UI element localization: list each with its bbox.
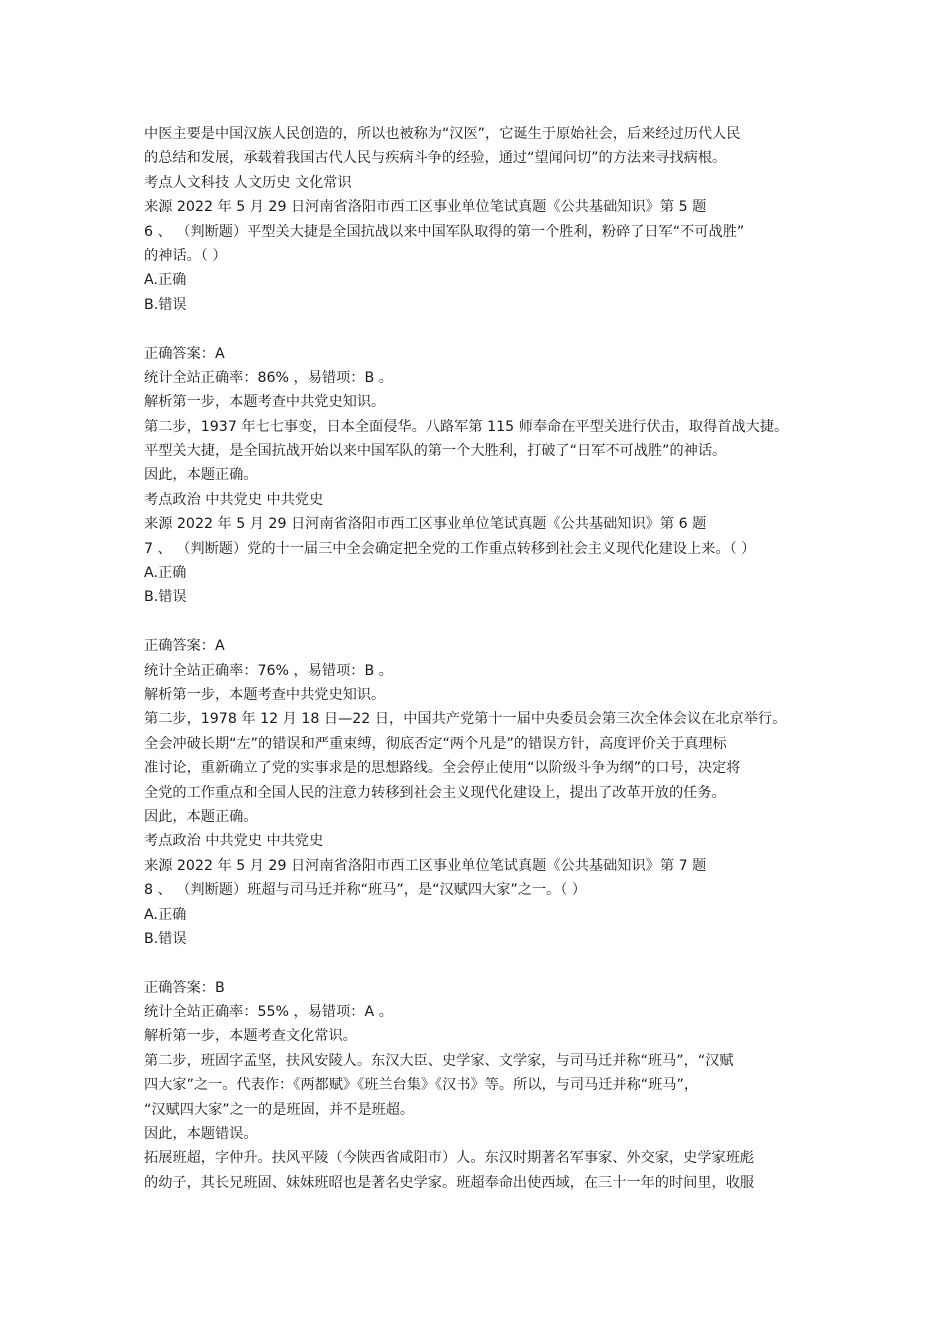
correct-answer: 正确答案：B	[144, 979, 225, 996]
topic-line: 考点政治 中共党史 中共党史	[144, 833, 324, 850]
analysis-text: 全会冲破长期“左”的错误和严重束缚，彻底否定“两个凡是”的错误方针，高度评价关于真理标	[144, 735, 727, 752]
option-b: B.错误	[144, 589, 187, 606]
source-line: 来源 2022 年 5 月 29 日河南省洛阳市西工区事业单位笔试真题《公共基础知识》第 5 题	[144, 199, 707, 216]
option-b: B.错误	[144, 930, 187, 947]
document-page	[144, 122, 812, 1195]
topic-line: 考点人文科技 人文历史 文化常识	[144, 174, 352, 191]
analysis-text: 平型关大捷，是全国抗战开始以来中国军队的第一个大胜利，打破了“日军不可战胜”的神话。	[144, 443, 727, 460]
analysis-step-2: 第二步，1978 年 12 月 18 日—22 日，中国共产党第十一届中央委员会第三次全体会议在北京举行。	[144, 711, 787, 728]
correct-answer: 正确答案：A	[144, 345, 225, 362]
analysis-step-2: 第二步，班固字孟坚，扶风安陵人。东汉大臣、史学家、文学家，与司马迁并称“班马”，“汉赋	[144, 1052, 734, 1069]
analysis-step-1: 解析第一步，本题考查中共党史知识。	[144, 394, 386, 411]
analysis-text: “汉赋四大家”之一的是班固，并不是班超。	[144, 1101, 415, 1118]
blank-line	[144, 610, 812, 634]
question-7-stem: 7 、 （判断题）党的十一届三中全会确定把全党的工作重点转移到社会主义现代化建设上来。（ ）	[144, 540, 756, 557]
analysis-step-2: 第二步，1937 年七七事变，日本全面侵华。八路军第 115 师奉命在平型关进行伏击，取得首战大捷。	[144, 418, 789, 435]
source-line: 来源 2022 年 5 月 29 日河南省洛阳市西工区事业单位笔试真题《公共基础知识》第 7 题	[144, 857, 707, 874]
analysis-text: 全党的工作重点和全国人民的注意力转移到社会主义现代化建设上，提出了改革开放的任务。	[144, 784, 726, 801]
text-line: 的总结和发展，承载着我国古代人民与疾病斗争的经验，通过“望闻问切”的方法来寻找病根。	[144, 150, 727, 167]
question-8-stem: 8 、 （判断题）班超与司马迁并称“班马”，是“汉赋四大家”之一。（ ）	[144, 882, 587, 899]
question-6-stem-cont: 的神话。（ ）	[144, 247, 227, 264]
option-a: A.正确	[144, 272, 187, 289]
accuracy-stats: 统计全站正确率：55% ，易错项：A 。	[144, 1004, 393, 1021]
conclusion: 因此，本题正确。	[144, 808, 258, 825]
option-a: A.正确	[144, 906, 187, 923]
analysis-step-1: 解析第一步，本题考查文化常识。	[144, 1028, 357, 1045]
analysis-text: 四大家”之一。代表作：《两都赋》《班兰台集》《汉书》等。所以，与司马迁并称“班马”，	[144, 1077, 699, 1094]
source-line: 来源 2022 年 5 月 29 日河南省洛阳市西工区事业单位笔试真题《公共基础知识》第 6 题	[144, 516, 707, 533]
conclusion: 因此，本题错误。	[144, 1126, 258, 1143]
blank-line	[144, 317, 812, 341]
topic-line: 考点政治 中共党史 中共党史	[144, 491, 324, 508]
accuracy-stats: 统计全站正确率：76% ，易错项：B 。	[144, 662, 393, 679]
question-6-stem: 6 、 （判断题）平型关大捷是全国抗战以来中国军队取得的第一个胜利，粉碎了日军“不可战胜”	[144, 223, 745, 240]
extension-text: 的幼子，其长兄班固、妹妹班昭也是著名史学家。班超奉命出使西域，在三十一年的时间里，收服	[144, 1174, 755, 1191]
extension-text: 拓展班超，字仲升。扶风平陵（今陕西省咸阳市）人。东汉时期著名军事家、外交家，史学家班彪	[144, 1150, 755, 1167]
accuracy-stats: 统计全站正确率：86% ，易错项：B 。	[144, 369, 393, 386]
text-line: 中医主要是中国汉族人民创造的，所以也被称为“汉医”，它诞生于原始社会，后来经过历代人民	[144, 126, 741, 142]
option-a: A.正确	[144, 565, 187, 582]
analysis-step-1: 解析第一步，本题考查中共党史知识。	[144, 686, 386, 703]
option-b: B.错误	[144, 296, 187, 313]
blank-line	[144, 951, 812, 975]
analysis-text: 准讨论，重新确立了党的实事求是的思想路线。全会停止使用“以阶级斗争为纲”的口号，决定将	[144, 760, 741, 777]
correct-answer: 正确答案：A	[144, 638, 225, 655]
conclusion: 因此，本题正确。	[144, 467, 258, 484]
